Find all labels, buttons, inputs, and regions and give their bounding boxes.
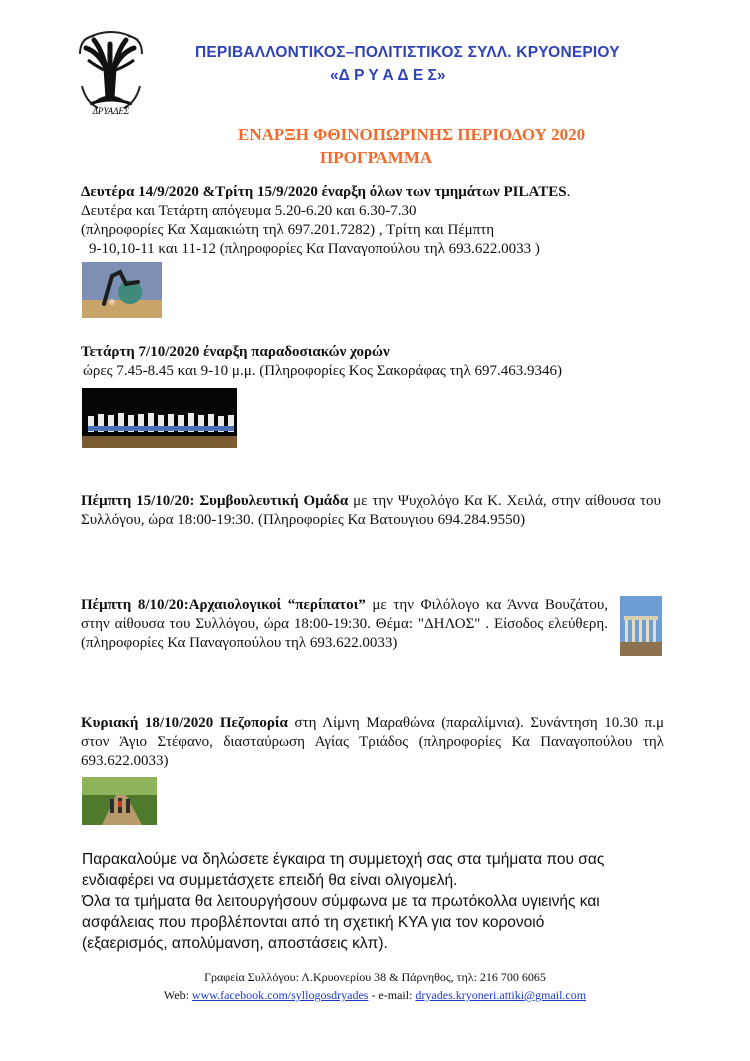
program-title: ΠΡΟΓΡΑΜΜΑ	[320, 148, 433, 167]
pilates-photo	[82, 262, 162, 318]
event-dances-title: Τετάρτη 7/10/2020 έναρξη παραδοσιακών χορών	[81, 344, 390, 360]
event-pilates-title-end: .	[566, 184, 571, 200]
footer-email-label: - e-mail:	[368, 988, 416, 1002]
organization-name: ΠΕΡΙΒΑΛΛΟΝΤΙΚΟΣ–ΠΟΛΙΤΙΣΤΙΚΟΣ ΣΥΛΛ. ΚΡΥΟΝΕΡΙΟΥ	[195, 44, 620, 61]
event-counseling-text: με την Ψυχολόγο Κα Κ. Χειλά, στην αίθουσα του Συλλόγου, ώρα 18:00-19:30. (Πληροφορίες Κα Βατουγιου 694.284.9550)	[81, 493, 661, 528]
event-pilates	[81, 183, 666, 259]
logo-caption: ΔΡΥΑΔΕΣ	[92, 106, 130, 116]
event-hiking	[81, 714, 664, 771]
participation-notice	[82, 849, 682, 954]
notice-line3: Όλα τα τμήματα θα λειτουργήσουν σύμφωνα με τα πρωτόκολλα υγιεινής και	[82, 893, 600, 910]
event-counseling	[81, 492, 661, 530]
email-link[interactable]: dryades.kryoneri.attiki@gmail.com	[415, 988, 587, 1002]
event-pilates-title: Δευτέρα 14/9/2020 &Τρίτη 15/9/2020 έναρξη όλων των τμημάτων PILATES	[81, 184, 567, 200]
event-pilates-line3: 9-10,10-11 και 11-12 (πληροφορίες Κα Παναγοπούλου τηλ 693.622.0033 )	[89, 241, 540, 257]
notice-line5: (εξαερισμός, απολύμανση, αποστάσεις κλπ).	[82, 935, 388, 952]
logo	[76, 30, 146, 116]
event-hiking-text: στη Λίμνη Μαραθώνα (παραλίμνια). Συνάντηση 10.30 π.μ στον Άγιο Στέφανο, διασταύρωση Αγίας Τριάδος (πληροφορίες Κα Παναγοπούλου τηλ 693.622.0033)	[81, 715, 664, 769]
hiking-photo	[82, 777, 157, 825]
event-archaeology-text: με την Φιλόλογο κα Άννα Βουζάτου, στην αίθουσα του Συλλόγου, ώρα 18:00-19:30. Θέμα: "ΔΗΛΟΣ" . Είσοδος ελεύθερη. (πληροφορίες Κα Παναγοπούλου τηλ 693.622.0033)	[81, 597, 608, 651]
footer-address: Γραφεία Συλλόγου: Λ.Κρυονερίου 38 & Πάρνηθος, τηλ: 216 700 6065	[204, 970, 546, 984]
facebook-link[interactable]: www.facebook.com/syllogosdryades	[191, 988, 369, 1002]
event-counseling-title: Πέμπτη 15/10/20: Συμβουλευτική Ομάδα	[81, 493, 349, 509]
dances-photo	[82, 388, 237, 448]
event-archaeology	[81, 596, 608, 653]
notice-line1: Παρακαλούμε να δηλώσετε έγκαιρα τη συμμετοχή σας στα τμήματα που σας	[82, 851, 605, 868]
event-pilates-line1: Δευτέρα και Τετάρτη απόγευμα 5.20-6.20 και 6.30-7.30	[81, 203, 417, 219]
notice-line4: ασφάλειας που προβλέπονται από τη σχετική ΚΥΑ για τον κορονοιό	[82, 914, 545, 931]
event-pilates-line2: (πληροφορίες Κα Χαμακιώτη τηλ 697.201.7282) , Τρίτη και Πέμπτη	[81, 222, 495, 238]
temple-photo	[620, 596, 662, 656]
event-archaeology-title: Πέμπτη 8/10/20:Αρχαιολογικοί “περίπατοι”	[81, 597, 366, 613]
notice-line2: ενδιαφέρει να συμμετάσχετε επειδή θα είναι ολιγομελή.	[82, 872, 458, 889]
event-dances-line1: ώρες 7.45-8.45 και 9-10 μ.μ. (Πληροφορίες Κος Σακοράφας τηλ 697.463.9346)	[83, 363, 562, 379]
footer	[0, 968, 750, 1004]
season-title: ΕΝΑΡΞΗ ΦΘΙΝΟΠΩΡΙΝΗΣ ΠΕΡΙΟΔΟΥ 2020	[238, 125, 586, 144]
organization-nickname: «Δ Ρ Υ Α Δ Ε Σ»	[330, 67, 446, 84]
event-dances	[81, 343, 666, 381]
footer-web-label: Web:	[163, 988, 192, 1002]
footer-contacts	[0, 986, 750, 1004]
event-hiking-title: Κυριακή 18/10/2020 Πεζοπορία	[81, 715, 288, 731]
